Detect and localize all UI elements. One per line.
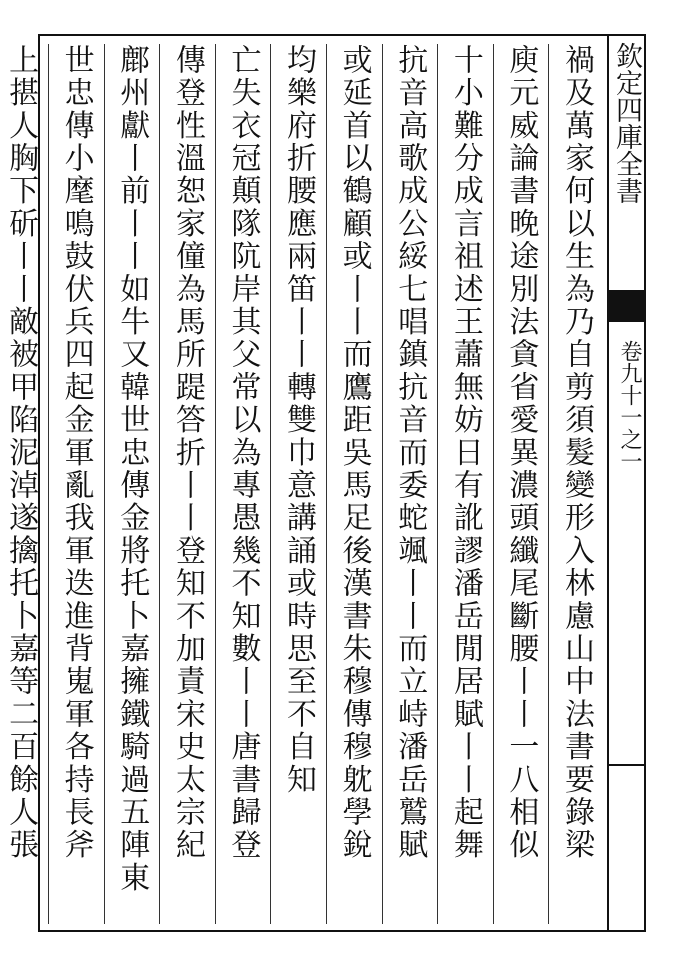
book-title: 欽定四庫全書 [611,42,642,204]
text-columns [3,44,604,924]
text-column: 世忠傳小麾鳴鼓伏兵四起金軍亂我軍迭進背嵬軍各持長斧 [48,44,104,924]
text-column: 上揕人胸下斫丨丨敵被甲陷泥淖遂擒托卜嘉等二百餘人張 [0,44,48,924]
margin-divider [609,764,644,766]
text-column: 均樂府折腰應兩笛丨丨轉雙巾意講誦或時思至不自知 [270,44,326,924]
text-column: 抗音高歌成公綏七唱鎮抗音而委蛇颯丨丨而立峙潘岳鷲賦 [382,44,438,924]
text-column: 庾元威論書晚途別法貪省愛異濃頭纖尾斷腰丨丨一八相似 [493,44,549,924]
text-column: 傳登性溫恕家僮為馬所踶答折丨丨登知不加責宋史太宗紀 [159,44,215,924]
chapter-label: 卷九十一之一 [617,340,642,472]
text-column: 亡失衣冠顛隊阬岸其父常以為專愚幾不知數丨丨唐書歸登 [215,44,271,924]
text-column: 禍及萬家何以生為乃自剪須髮變形入林慮山中法書要錄梁 [548,44,604,924]
text-column: 鄜州獻丨前丨丨如牛又韓世忠傳金將托卜嘉擁鐵騎過五陣東 [104,44,160,924]
text-column: 或延首以鶴顧或丨丨而鷹距吳馬足後漢書朱穆傳穆躭學銳 [326,44,382,924]
text-column: 十小難分成言祖述王蕭無妨日有訛謬潘岳閒居賦丨丨起舞 [437,44,493,924]
fish-tail-mark [609,290,644,322]
